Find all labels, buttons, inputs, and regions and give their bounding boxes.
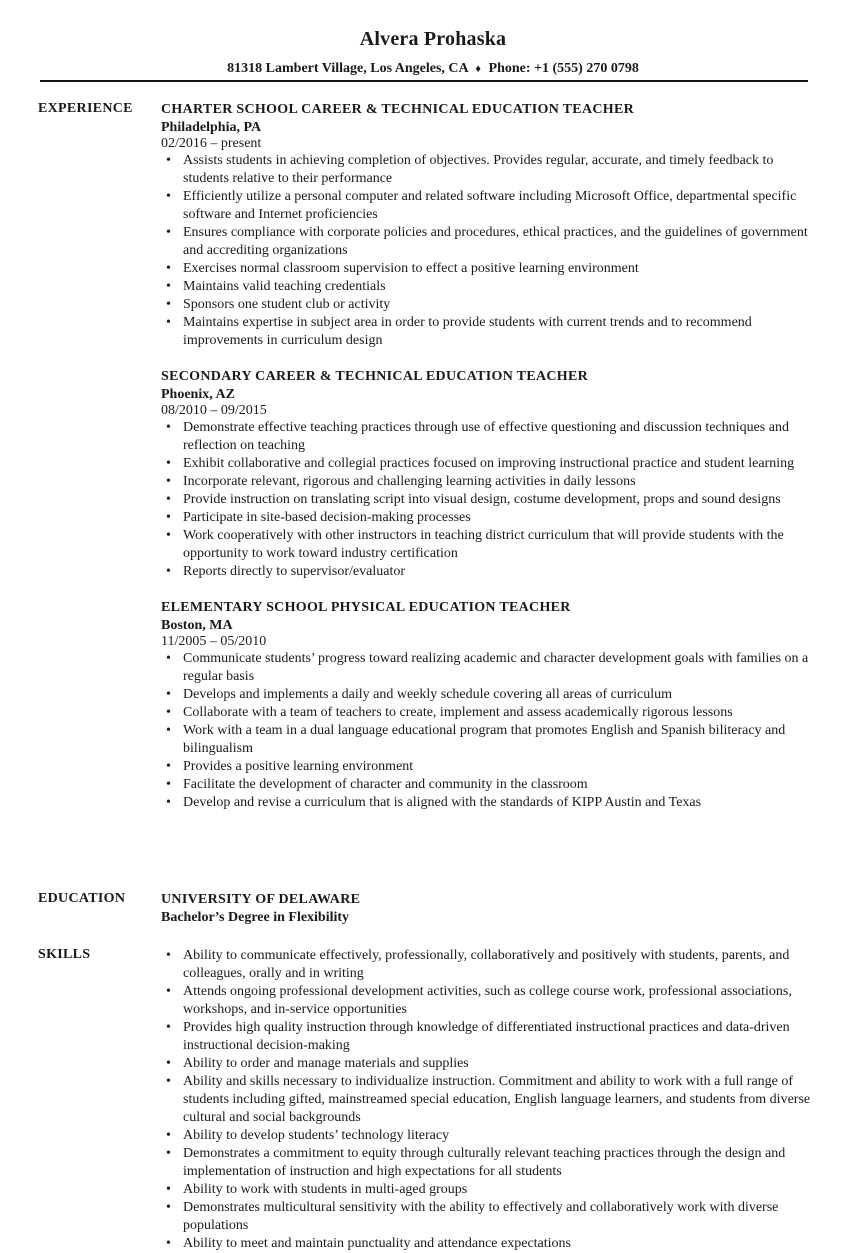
bullet-item: • Develops and implements a daily and weekly schedule covering all areas of curriculum — [161, 686, 811, 704]
skill-item: • Ability to communicate effectively, professionally, collaboratively and positively with students, parents, and colleagues, orally and in writing — [161, 947, 811, 983]
bullet-item: • Provides a positive learning environment — [161, 758, 811, 776]
skill-item: • Ability and skills necessary to individualize instruction. Commitment and ability to work with a full range of students including gifted, mainstreamed special education, English language learners, and students from diverse cultural and social backgrounds — [161, 1073, 811, 1127]
job-location: Philadelphia, PA — [161, 120, 262, 135]
address: 81318 Lambert Village, Los Angeles, CA — [227, 61, 468, 76]
bullet-item: • Work cooperatively with other instructors in teaching district curriculum that will provide students with the opportunity to work toward industry certification — [161, 527, 811, 563]
candidate-name: Alvera Prohaska — [359, 28, 507, 50]
job-location: Boston, MA — [161, 618, 233, 633]
bullet-item: • Participate in site-based decision-making processes — [161, 509, 811, 527]
bullet-item: • Assists students in achieving completion of objectives. Provides regular, accurate, and timely feedback to students relative to their performance — [161, 152, 811, 188]
education-body — [161, 891, 811, 926]
bullet-item: • Develop and revise a curriculum that is aligned with the standards of KIPP Austin and Texas — [161, 794, 811, 812]
job-bullets — [161, 650, 811, 812]
job-title: CHARTER SCHOOL CAREER & TECHNICAL EDUCATION TEACHER — [161, 102, 634, 117]
experience-body — [161, 101, 811, 830]
bullet-item: • Sponsors one student club or activity — [161, 296, 811, 314]
job-title: SECONDARY CAREER & TECHNICAL EDUCATION TEACHER — [161, 369, 589, 384]
bullet-item: • Collaborate with a team of teachers to create, implement and assess academically rigorous lessons — [161, 704, 811, 722]
contact-separator: ♦ — [475, 63, 482, 75]
degree: Bachelor’s Degree in Flexibility — [161, 910, 350, 925]
bullet-item: • Maintains valid teaching credentials — [161, 278, 811, 296]
bullet-item: • Communicate students’ progress toward realizing academic and character development goals with families on a regular basis — [161, 650, 811, 686]
bullet-item: • Maintains expertise in subject area in order to provide students with current trends and to recommend improvements in curriculum design — [161, 314, 811, 350]
contact-line — [0, 61, 866, 77]
bullet-item: • Facilitate the development of character and community in the classroom — [161, 776, 811, 794]
bullet-item: • Provide instruction on translating script into visual design, costume development, props and sound designs — [161, 491, 811, 509]
bullet-item: • Efficiently utilize a personal computer and related software including Microsoft Office, departmental specific software and Internet proficiencies — [161, 188, 811, 224]
bullet-item: • Exhibit collaborative and collegial practices focused on improving instructional practice and student learning — [161, 455, 811, 473]
bullet-item: • Exercises normal classroom supervision to effect a positive learning environment — [161, 260, 811, 278]
section-label-education: EDUCATION — [38, 891, 126, 906]
job-bullets — [161, 152, 811, 350]
skills-list — [161, 947, 811, 1253]
skills-body — [161, 947, 811, 1253]
job-dates: 11/2005 – 05/2010 — [161, 634, 267, 649]
bullet-item: • Incorporate relevant, rigorous and challenging learning activities in daily lessons — [161, 473, 811, 491]
job-location: Phoenix, AZ — [161, 387, 235, 402]
section-label-skills: SKILLS — [38, 947, 91, 962]
skill-item: • Demonstrates a commitment to equity through culturally relevant teaching practices through the design and implementation of instruction and high expectations for all students — [161, 1145, 811, 1181]
bullet-item: • Reports directly to supervisor/evaluator — [161, 563, 811, 581]
section-label-experience: EXPERIENCE — [38, 101, 133, 116]
skill-item: • Ability to meet and maintain punctuality and attendance expectations — [161, 1235, 811, 1253]
skill-item: • Ability to develop students’ technology literacy — [161, 1127, 811, 1145]
bullet-item: • Demonstrate effective teaching practices through use of effective questioning and discussion techniques and reflection on teaching — [161, 419, 811, 455]
job-title: ELEMENTARY SCHOOL PHYSICAL EDUCATION TEACHER — [161, 600, 571, 615]
job-dates: 08/2010 – 09/2015 — [161, 403, 267, 418]
job-bullets — [161, 419, 811, 581]
skill-item: • Demonstrates multicultural sensitivity with the ability to effectively and collaboratively work with diverse populations — [161, 1199, 811, 1235]
bullet-item: • Ensures compliance with corporate policies and procedures, ethical practices, and the guidelines of government and accrediting organizations — [161, 224, 811, 260]
job-entry — [161, 599, 811, 812]
skill-item: • Ability to order and manage materials and supplies — [161, 1055, 811, 1073]
phone: Phone: +1 (555) 270 0798 — [488, 61, 639, 76]
bullet-item: • Work with a team in a dual language educational program that promotes English and Spanish biliteracy and bilingualism — [161, 722, 811, 758]
header-divider — [40, 80, 808, 82]
job-entry — [161, 101, 811, 350]
job-entry — [161, 368, 811, 581]
school-name: UNIVERSITY OF DELAWARE — [161, 892, 361, 907]
skill-item: • Ability to work with students in multi-aged groups — [161, 1181, 811, 1199]
skill-item: • Attends ongoing professional development activities, such as college course work, professional associations, workshops, and in-service opportunities — [161, 983, 811, 1019]
job-dates: 02/2016 – present — [161, 136, 262, 151]
skill-item: • Provides high quality instruction through knowledge of differentiated instructional practices and data-driven instructional decision-making — [161, 1019, 811, 1055]
